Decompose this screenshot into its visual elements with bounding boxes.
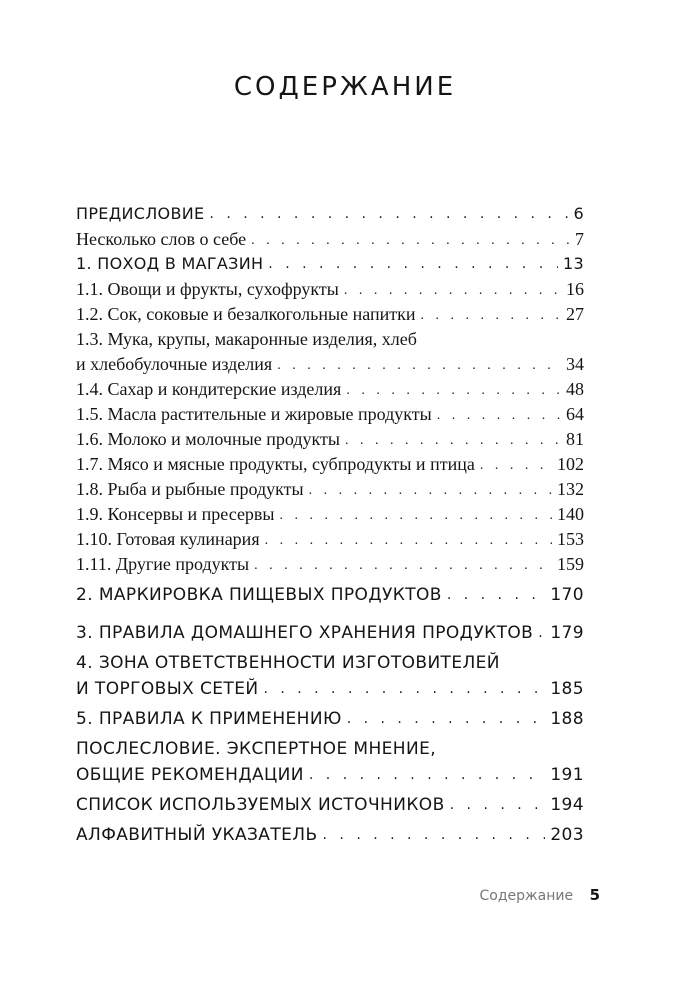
toc-page-number: 81 bbox=[566, 429, 584, 449]
toc-entry-section-1-2[interactable] bbox=[76, 304, 584, 329]
dot-leader bbox=[280, 508, 552, 524]
toc-entry-index[interactable] bbox=[76, 825, 584, 855]
toc-page-number: 194 bbox=[550, 795, 584, 815]
toc-entry-section-1-1[interactable] bbox=[76, 279, 584, 304]
toc-entry-section-1-7[interactable] bbox=[76, 454, 584, 479]
toc-page-number: 64 bbox=[566, 404, 584, 424]
toc-page-number: 132 bbox=[557, 479, 584, 499]
toc-entry-label: Несколько слов о себе bbox=[76, 229, 247, 249]
dot-leader bbox=[309, 767, 545, 783]
toc-entry-section-1-3[interactable] bbox=[76, 329, 584, 379]
toc-page-number: 13 bbox=[563, 254, 584, 273]
toc-page-number: 27 bbox=[566, 304, 584, 324]
toc-page-number: 140 bbox=[557, 504, 584, 524]
page-footer bbox=[0, 886, 600, 904]
toc-entry-label: 1.5. Масла растительные и жировые продукты bbox=[76, 404, 432, 424]
toc-page-number: 16 bbox=[566, 279, 584, 299]
toc-entry-label: 1.9. Консервы и пресервы bbox=[76, 504, 275, 524]
toc-entry-label: 5. ПРАВИЛА К ПРИМЕНЕНИЮ bbox=[76, 709, 342, 729]
toc-entry-label: ПРЕДИСЛОВИЕ bbox=[76, 204, 205, 223]
dot-leader bbox=[309, 483, 552, 499]
toc-entry-label-line-1: 1.3. Мука, крупы, макаронные изделия, хлеб bbox=[76, 329, 417, 349]
toc-page-number: 102 bbox=[557, 454, 584, 474]
dot-leader bbox=[277, 358, 561, 374]
toc-entry-label: 1.11. Другие продукты bbox=[76, 554, 250, 574]
toc-entry-chapter-5[interactable] bbox=[76, 709, 584, 739]
toc-page-number: 203 bbox=[550, 825, 584, 845]
toc-page-number: 159 bbox=[557, 554, 584, 574]
toc-entry-label: 3. ПРАВИЛА ДОМАШНЕГО ХРАНЕНИЯ ПРОДУКТОВ bbox=[76, 623, 534, 643]
toc-entry-label: 1.2. Сок, соковые и безалкогольные напитки bbox=[76, 304, 416, 324]
toc-entry-label-line-2: и хлебобулочные изделия bbox=[76, 354, 273, 374]
toc-entry-section-1-4[interactable] bbox=[76, 379, 584, 404]
toc-entry-label: АЛФАВИТНЫЙ УКАЗАТЕЛЬ bbox=[76, 825, 318, 845]
toc-entry-chapter-4[interactable] bbox=[76, 653, 584, 709]
dot-leader bbox=[265, 533, 552, 549]
toc-page-number: 170 bbox=[550, 585, 584, 605]
dot-leader bbox=[480, 458, 552, 474]
toc-page-number: 188 bbox=[550, 709, 584, 729]
toc-entry-section-1-6[interactable] bbox=[76, 429, 584, 454]
dot-leader bbox=[346, 383, 561, 399]
toc-page-number: 7 bbox=[575, 229, 584, 249]
toc-entry-label-line-2: ОБЩИЕ РЕКОМЕНДАЦИИ bbox=[76, 765, 304, 785]
toc-entry-label-line-1: ПОСЛЕСЛОВИЕ. ЭКСПЕРТНОЕ МНЕНИЕ, bbox=[76, 739, 437, 759]
toc-entry-section-1-9[interactable] bbox=[76, 504, 584, 529]
toc-entry-section-1-5[interactable] bbox=[76, 404, 584, 429]
toc-entry-preface[interactable] bbox=[76, 204, 584, 229]
toc-entry-label: 1.8. Рыба и рыбные продукты bbox=[76, 479, 304, 499]
toc-page-number: 34 bbox=[566, 354, 584, 374]
toc-entry-label-line-2: И ТОРГОВЫХ СЕТЕЙ bbox=[76, 679, 259, 699]
toc-page-number: 179 bbox=[550, 623, 584, 643]
dot-leader bbox=[447, 587, 545, 603]
dot-leader bbox=[209, 206, 568, 222]
toc-page-number: 191 bbox=[550, 765, 584, 785]
toc-entry-about[interactable] bbox=[76, 229, 584, 254]
toc-entry-afterword[interactable] bbox=[76, 739, 584, 795]
toc-entry-section-1-10[interactable] bbox=[76, 529, 584, 554]
dot-leader bbox=[421, 308, 562, 324]
toc-entry-label: 1.1. Овощи и фрукты, сухофрукты bbox=[76, 279, 339, 299]
dot-leader bbox=[538, 625, 545, 641]
dot-leader bbox=[251, 233, 570, 249]
toc-page-number: 6 bbox=[573, 204, 584, 223]
toc-entry-label: 1. ПОХОД В МАГАЗИН bbox=[76, 254, 264, 273]
toc-entry-label: 1.4. Сахар и кондитерские изделия bbox=[76, 379, 342, 399]
toc-entry-section-1-11[interactable] bbox=[76, 554, 584, 579]
dot-leader bbox=[344, 283, 561, 299]
toc-page-number: 153 bbox=[557, 529, 584, 549]
toc-page-number: 185 bbox=[550, 679, 584, 699]
toc-entry-section-1-8[interactable] bbox=[76, 479, 584, 504]
toc-entry-chapter-2[interactable] bbox=[76, 585, 584, 615]
toc-entry-label: СПИСОК ИСПОЛЬЗУЕМЫХ ИСТОЧНИКОВ bbox=[76, 795, 445, 815]
dot-leader bbox=[450, 797, 546, 813]
toc-entry-chapter-3[interactable] bbox=[76, 623, 584, 653]
dot-leader bbox=[347, 711, 546, 727]
toc-entry-label: 1.10. Готовая кулинария bbox=[76, 529, 260, 549]
page-title: СОДЕРЖАНИЕ bbox=[233, 72, 457, 102]
dot-leader bbox=[345, 433, 561, 449]
toc-entry-label: 1.6. Молоко и молочные продукты bbox=[76, 429, 340, 449]
page-number: 5 bbox=[589, 886, 600, 904]
toc-page-number: 48 bbox=[566, 379, 584, 399]
toc-entry-sources[interactable] bbox=[76, 795, 584, 825]
dot-leader bbox=[263, 681, 545, 697]
toc-entry-label: 1.7. Мясо и мясные продукты, субпродукты и птица bbox=[76, 454, 475, 474]
toc-entry-chapter-1[interactable] bbox=[76, 254, 584, 279]
dot-leader bbox=[437, 408, 561, 424]
table-of-contents bbox=[76, 204, 584, 855]
running-title: Содержание bbox=[479, 888, 574, 904]
dot-leader bbox=[268, 256, 558, 272]
dot-leader bbox=[254, 558, 552, 574]
dot-leader bbox=[323, 827, 546, 843]
toc-entry-label: 2. МАРКИРОВКА ПИЩЕВЫХ ПРОДУКТОВ bbox=[76, 585, 442, 605]
toc-entry-label-line-1: 4. ЗОНА ОТВЕТСТВЕННОСТИ ИЗГОТОВИТЕЛЕЙ bbox=[76, 653, 500, 673]
